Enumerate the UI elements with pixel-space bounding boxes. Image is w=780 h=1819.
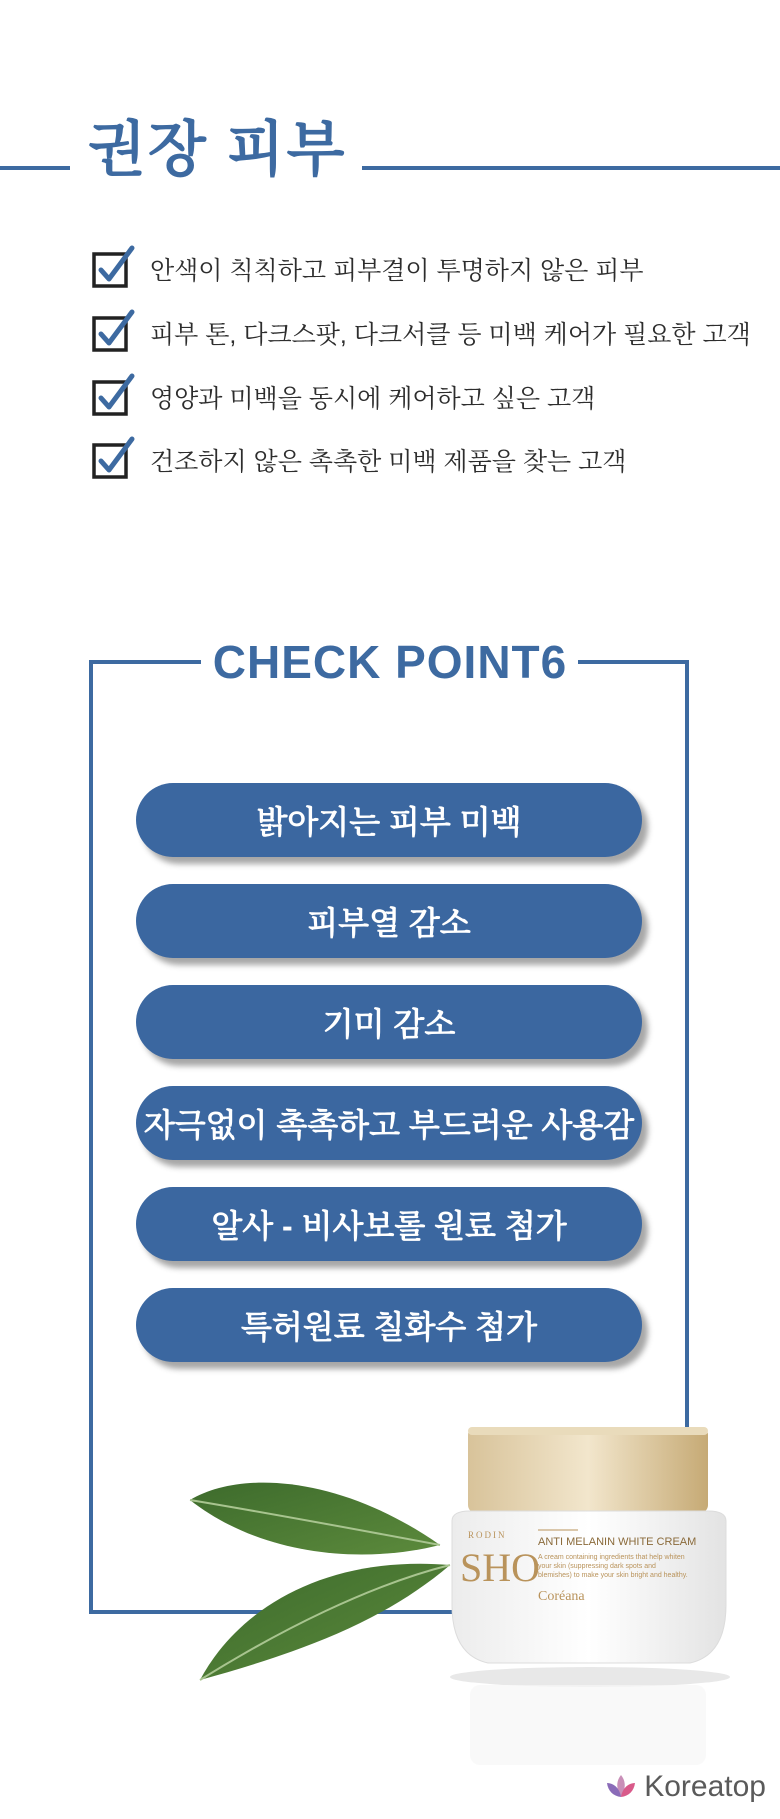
checkpoint-pill: 자극없이 촉촉하고 부드러운 사용감 — [136, 1086, 642, 1160]
watermark-text: Koreatop — [644, 1770, 766, 1803]
watermark — [604, 1770, 766, 1804]
lotus-icon — [604, 1773, 638, 1801]
checklist-text: 건조하지 않은 촉촉한 미백 제품을 찾는 고객 — [150, 448, 627, 476]
checklist-text: 영양과 미백을 동시에 케어하고 싶은 고객 — [150, 385, 596, 413]
checkpoint-title: CHECK POINT6 — [212, 636, 568, 688]
svg-text:SHO: SHO — [460, 1545, 541, 1590]
checklist-item — [92, 442, 626, 478]
svg-text:your skin (suppressing dark sp: your skin (suppressing dark spots and — [538, 1563, 656, 1570]
checkbox-icon — [92, 316, 126, 350]
svg-text:RODIN: RODIN — [468, 1530, 507, 1540]
checkpoint-pill: 특허원료 칠화수 첨가 — [136, 1288, 642, 1362]
frame-top-line-right — [578, 660, 689, 664]
checklist-text: 피부 톤, 다크스팟, 다크서클 등 미백 케어가 필요한 고객 — [150, 321, 751, 349]
checkbox-icon — [92, 380, 126, 414]
checklist-item — [92, 251, 644, 287]
title-line-left — [0, 166, 70, 170]
checkpoint-pill: 알사 - 비사보롤 원료 첨가 — [136, 1187, 642, 1261]
checklist-item — [92, 379, 595, 415]
checkbox-icon — [92, 252, 126, 286]
checklist-text: 안색이 칙칙하고 피부결이 투명하지 않은 피부 — [150, 257, 644, 285]
svg-text:blemishes) to make your skin b: blemishes) to make your skin bright and healthy. — [538, 1572, 688, 1579]
section-title: 권장 피부 — [88, 116, 347, 183]
checkbox-icon — [92, 443, 126, 477]
product-image — [170, 1415, 730, 1814]
title-line-right — [362, 166, 780, 170]
svg-text:A cream containing ingredients: A cream containing ingredients that help whiten — [538, 1554, 685, 1561]
svg-text:ANTI MELANIN WHITE CREAM: ANTI MELANIN WHITE CREAM — [538, 1536, 697, 1548]
checkpoint-pill: 기미 감소 — [136, 985, 642, 1059]
svg-text:Coréana: Coréana — [538, 1589, 585, 1604]
checkpoint-pill: 밝아지는 피부 미백 — [136, 783, 642, 857]
checkpoint-pill: 피부열 감소 — [136, 884, 642, 958]
checklist-item — [92, 315, 751, 351]
leaf-icon — [190, 1483, 450, 1680]
frame-top-line-left — [89, 660, 201, 664]
